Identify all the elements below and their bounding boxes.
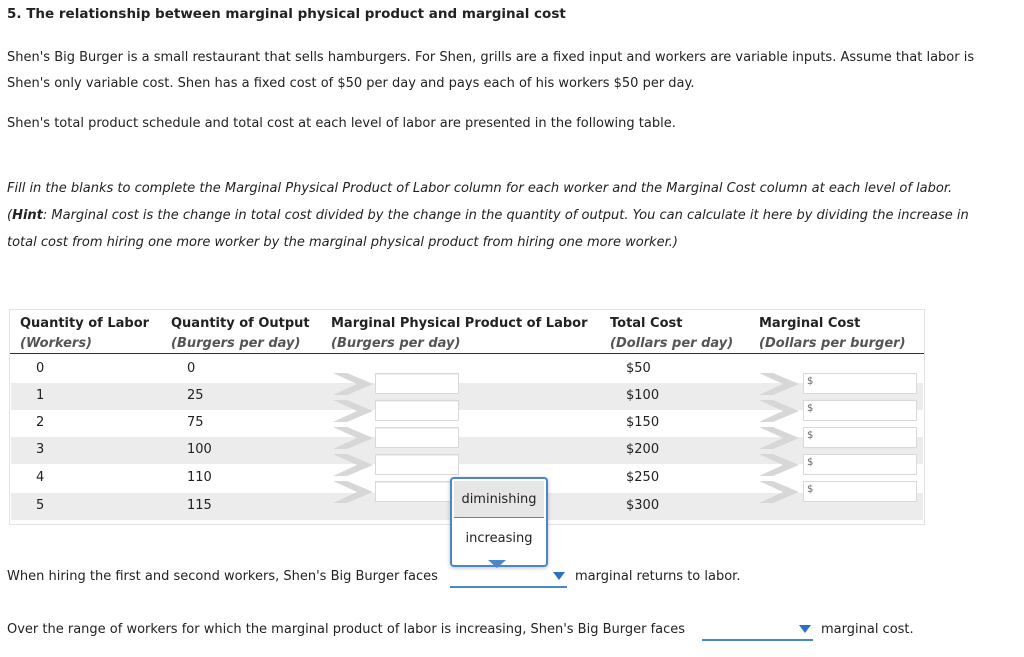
chevron-arrow-icon (333, 427, 373, 449)
mc-input[interactable] (803, 481, 917, 502)
option-increasing[interactable]: increasing (465, 530, 533, 546)
total-cost-cell: $250 (626, 470, 660, 485)
header-divider (10, 353, 924, 354)
output-cell: 115 (187, 498, 212, 513)
labor-cell: 1 (36, 388, 45, 403)
dropdown-popup (450, 477, 548, 567)
labor-cell: 3 (36, 442, 45, 457)
intro-line-3: Shen's total product schedule and total cost at each level of labor are presented in the following table. (7, 116, 676, 131)
dollar-prefix: $ (807, 457, 814, 468)
question2-after: marginal cost. (821, 622, 914, 637)
dollar-prefix: $ (807, 403, 814, 414)
total-cost-cell: $50 (626, 361, 651, 376)
question1-after: marginal returns to labor. (575, 569, 741, 584)
header-labor: Quantity of Labor (Workers) (20, 316, 150, 351)
total-cost-cell: $150 (626, 415, 660, 430)
chevron-arrow-icon (333, 373, 373, 395)
hint-text: : Marginal cost is the change in total cost divided by the change in the quantity of output. You can calculate it here by dividing the increase in (42, 208, 969, 223)
popup-pointer-icon (488, 560, 506, 568)
question-title: 5. The relationship between marginal physical product and marginal cost (7, 6, 566, 22)
header-total-cost: Total Cost (Dollars per day) (610, 316, 734, 351)
chevron-arrow-icon (759, 481, 799, 503)
chevron-arrow-icon (759, 400, 799, 422)
output-cell: 0 (187, 361, 196, 376)
dollar-prefix: $ (807, 376, 814, 387)
instructions-line-3: total cost from hiring one more worker by the marginal physical product from hiring one more worker.) (7, 235, 678, 250)
mc-input[interactable] (803, 427, 917, 448)
chevron-arrow-icon (759, 454, 799, 476)
mc-input[interactable] (803, 454, 917, 475)
total-cost-cell: $300 (626, 498, 660, 513)
question1-before: When hiring the first and second workers, Shen's Big Burger faces (7, 569, 438, 584)
mc-input[interactable] (803, 400, 917, 421)
output-cell: 75 (187, 415, 204, 430)
instructions-line-2: (Hint: Marginal cost is the change in total cost divided by the change in the quantity of output. You can calculate it here by dividing the increase in (7, 208, 969, 223)
hint-label: Hint (12, 208, 43, 223)
question1-select[interactable] (450, 568, 567, 588)
chevron-arrow-icon (333, 454, 373, 476)
chevron-arrow-icon (759, 373, 799, 395)
labor-cell: 4 (36, 470, 45, 485)
output-cell: 25 (187, 388, 204, 403)
total-cost-cell: $200 (626, 442, 660, 457)
header-mpp: Marginal Physical Product of Labor (Burgers per day) (331, 316, 588, 351)
instructions-line-1: Fill in the blanks to complete the Marginal Physical Product of Labor column for each worker and the Marginal Cost column at each level of labor. (7, 181, 953, 196)
total-cost-cell: $100 (626, 388, 660, 403)
labor-cell: 0 (36, 361, 45, 376)
dropdown-arrow-icon (799, 625, 811, 633)
labor-cell: 2 (36, 415, 45, 430)
dollar-prefix: $ (807, 484, 814, 495)
mpp-input[interactable] (375, 400, 459, 421)
dollar-prefix: $ (807, 430, 814, 441)
chevron-arrow-icon (333, 400, 373, 422)
chevron-arrow-icon (333, 481, 373, 503)
intro-line-1: Shen's Big Burger is a small restaurant that sells hamburgers. For Shen, grills are a fixed input and workers are variable inputs. Assume that labor is (7, 50, 975, 65)
mpp-input[interactable] (375, 481, 459, 502)
mpp-input[interactable] (375, 373, 459, 394)
mc-input[interactable] (803, 373, 917, 394)
header-output: Quantity of Output (Burgers per day) (171, 316, 310, 351)
labor-cell: 5 (36, 498, 45, 513)
dropdown-arrow-icon (553, 572, 565, 580)
mpp-input[interactable] (375, 427, 459, 448)
output-cell: 110 (187, 470, 212, 485)
mpp-input[interactable] (375, 454, 459, 475)
option-diminishing[interactable]: diminishing (454, 481, 544, 518)
header-marginal-cost: Marginal Cost (Dollars per burger) (759, 316, 906, 351)
intro-line-2: Shen's only variable cost. Shen has a fixed cost of $50 per day and pays each of his workers $50 per day. (7, 76, 695, 91)
question2-select[interactable] (702, 621, 813, 641)
chevron-arrow-icon (759, 427, 799, 449)
question2-before: Over the range of workers for which the marginal product of labor is increasing, Shen's Big Burger faces (7, 622, 686, 637)
output-cell: 100 (187, 442, 212, 457)
